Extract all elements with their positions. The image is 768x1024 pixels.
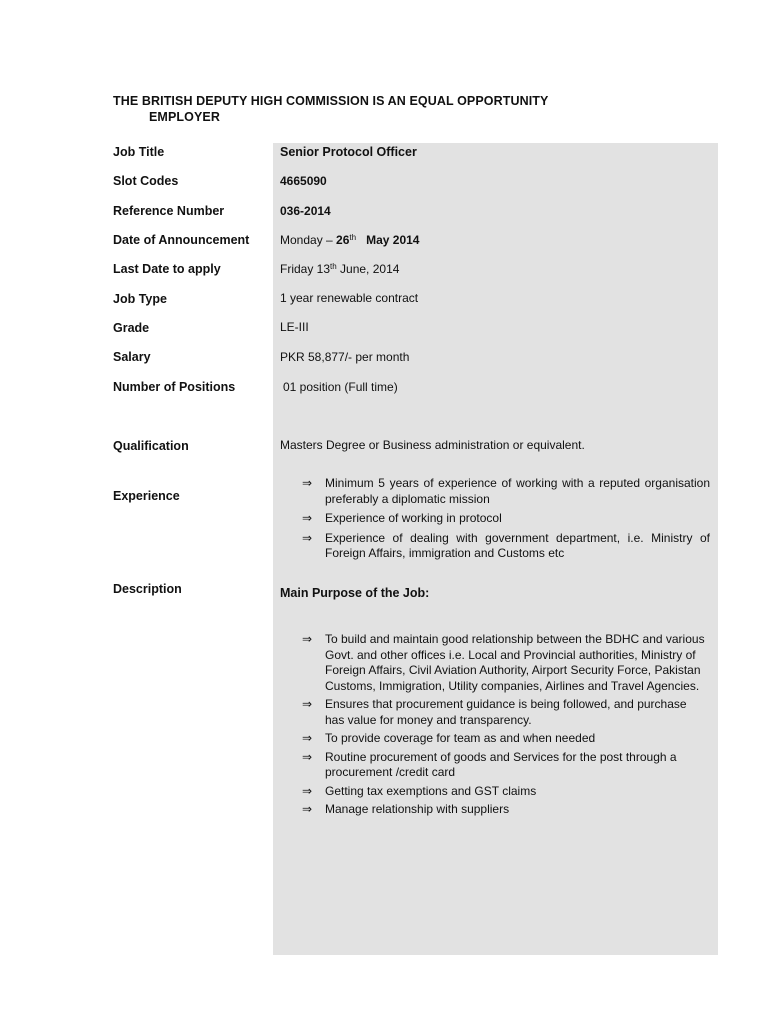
duty-item-text: Routine procurement of goods and Services for the post through a procurement /credit card	[325, 749, 677, 779]
duty-item-text: Ensures that procurement guidance is being followed, and purchase has value for money and transparency.	[325, 697, 687, 727]
salary-label: Salary	[113, 350, 151, 364]
experience-item-text: Experience of dealing with government department, i.e. Ministry of Foreign Affairs, immigration and Customs etc	[325, 530, 710, 560]
arrow-bullet-icon: ⇒	[302, 783, 313, 798]
arrow-bullet-icon: ⇒	[302, 632, 313, 646]
last-date-rest: June, 2014	[336, 262, 400, 276]
qualification-label: Qualification	[113, 439, 189, 453]
grade-label: Grade	[113, 321, 150, 335]
positions-value: 01 position (Full time)	[283, 380, 398, 394]
list-item	[300, 511, 710, 527]
list-item	[300, 731, 708, 747]
job-type-value: 1 year renewable contract	[280, 291, 419, 305]
document-header	[113, 93, 673, 125]
list-item	[300, 802, 708, 818]
slot-codes-value: 4665090	[280, 174, 327, 188]
arrow-bullet-icon: ⇒	[302, 697, 313, 711]
announcement-date-value	[280, 232, 419, 248]
header-line-2: EMPLOYER	[149, 110, 220, 124]
list-item	[300, 750, 708, 781]
arrow-bullet-icon: ⇒	[302, 511, 313, 525]
grade-value: LE-III	[280, 320, 309, 334]
list-item	[300, 697, 708, 728]
duty-item-text: Manage relationship with suppliers	[325, 802, 510, 816]
slot-codes-label: Slot Codes	[113, 174, 179, 188]
reference-number-label: Reference Number	[113, 204, 225, 218]
announcement-date-month: May 2014	[366, 233, 420, 247]
job-title-label: Job Title	[113, 145, 165, 159]
last-date-suffix: th	[330, 262, 337, 271]
job-title-value: Senior Protocol Officer	[280, 145, 417, 159]
duty-item-text: Getting tax exemptions and GST claims	[325, 783, 537, 798]
arrow-bullet-icon: ⇒	[302, 749, 313, 764]
positions-label: Number of Positions	[113, 380, 236, 394]
arrow-bullet-icon: ⇒	[302, 476, 313, 490]
list-item	[300, 784, 708, 800]
experience-item-text: Minimum 5 years of experience of working with a reputed organisation preferably a diplomatic mission	[325, 476, 710, 506]
last-date-value	[280, 261, 399, 277]
arrow-bullet-icon: ⇒	[302, 530, 313, 545]
announcement-date-prefix: Monday –	[280, 233, 337, 247]
purpose-heading: Main Purpose of the Job:	[280, 586, 430, 600]
salary-value: PKR 58,877/- per month	[280, 350, 410, 364]
arrow-bullet-icon: ⇒	[302, 802, 313, 816]
list-item	[300, 632, 708, 694]
experience-label: Experience	[113, 489, 180, 503]
last-date-label: Last Date to apply	[113, 262, 221, 276]
header-line-1: THE BRITISH DEPUTY HIGH COMMISSION IS AN EQUAL OPPORTUNITY	[113, 94, 549, 108]
arrow-bullet-icon: ⇒	[302, 731, 313, 745]
announcement-date-suffix: th	[349, 233, 357, 242]
announcement-date-label: Date of Announcement	[113, 233, 250, 247]
duties-list	[300, 632, 708, 821]
duty-item-text: To provide coverage for team as and when needed	[325, 731, 596, 745]
last-date-prefix: Friday 13	[280, 262, 331, 276]
reference-number-value: 036-2014	[280, 204, 331, 218]
qualification-value: Masters Degree or Business administration or equivalent.	[280, 438, 585, 452]
announcement-date-day: 26	[336, 233, 350, 247]
experience-item-text: Experience of working in protocol	[325, 511, 502, 525]
job-type-label: Job Type	[113, 292, 167, 306]
list-item	[300, 476, 710, 507]
list-item	[300, 531, 710, 562]
duty-item-text: To build and maintain good relationship between the BDHC and various Govt. and other offices i.e. Local and Provincial authorities, Ministry of Foreign Affairs, Civil Aviation Authority, Airport Security Force, Pakistan Customs, Immigration, Utility companies, Airlines and Travel Agencies.	[325, 632, 705, 693]
description-label: Description	[113, 582, 182, 596]
experience-list	[300, 476, 710, 566]
